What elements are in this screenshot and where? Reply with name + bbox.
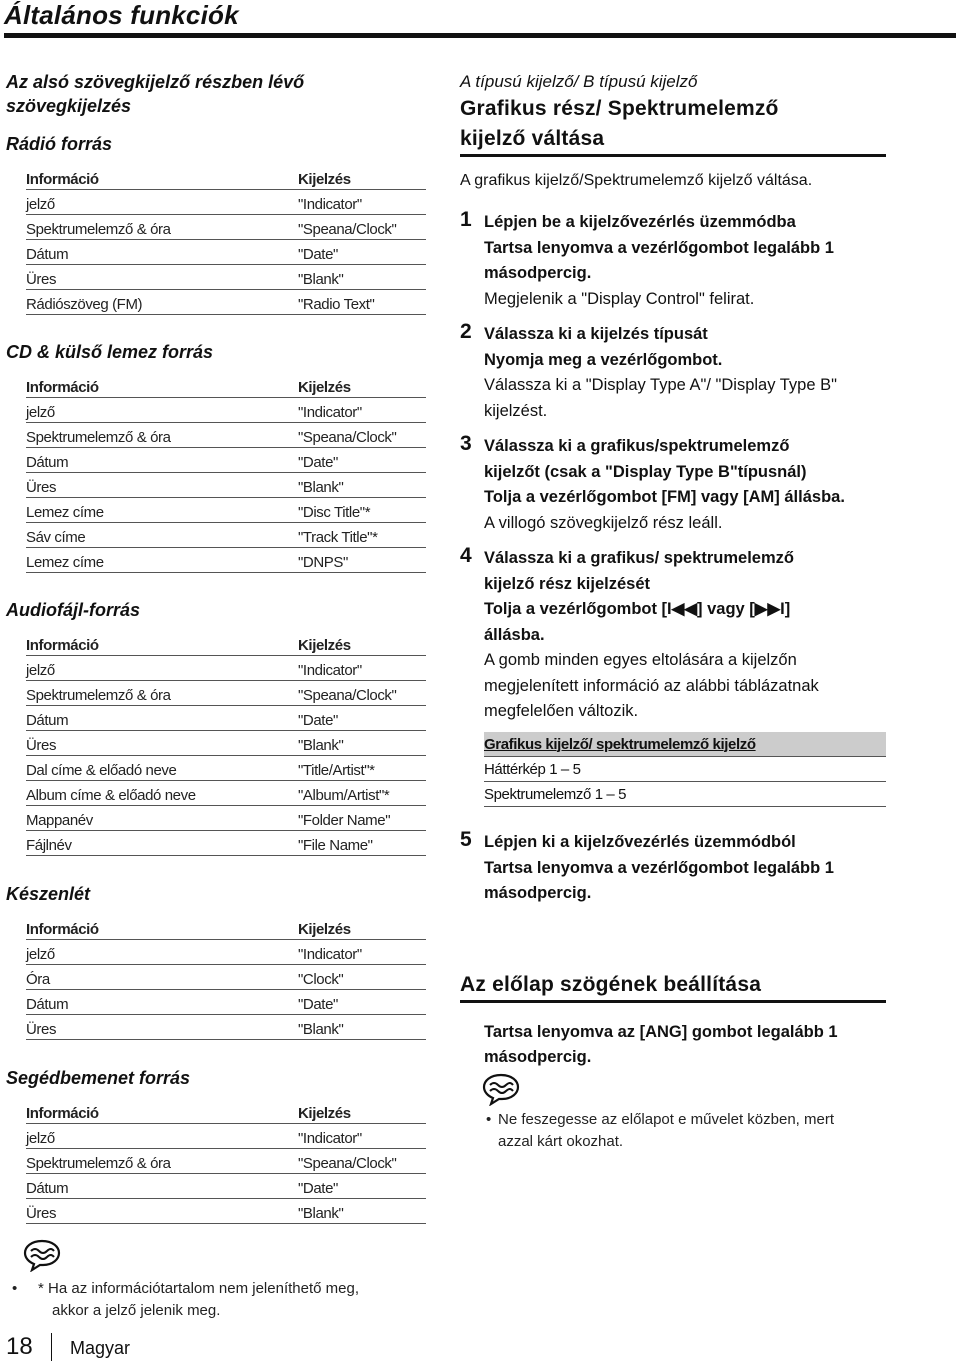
info-cell: jelző bbox=[26, 940, 298, 965]
table-row bbox=[26, 940, 426, 965]
table-row bbox=[26, 965, 426, 990]
info-cell: Üres bbox=[26, 265, 298, 290]
table-row bbox=[26, 240, 426, 265]
footer-divider bbox=[51, 1333, 52, 1361]
display-cell: "Date" bbox=[298, 448, 426, 473]
step-instruction-line: Lépjen be a kijelzővezérlés üzemmódba bbox=[484, 213, 796, 231]
info-cell: Dal címe & előadó neve bbox=[26, 756, 298, 781]
step-instruction-line: kijelzőt (csak a "Display Type B"típusnál) bbox=[484, 462, 807, 481]
column-header-display: Kijelzés bbox=[298, 915, 426, 940]
column-header-info: Információ bbox=[26, 915, 298, 940]
graph-table-header: Grafikus kijelző/ spektrumelemző kijelző bbox=[484, 732, 886, 757]
left-heading-line1: Az alsó szövegkijelző részben lévő bbox=[6, 72, 305, 92]
info-cell: Rádiószöveg (FM) bbox=[26, 290, 298, 315]
step-text bbox=[484, 322, 886, 424]
display-cell: "Album/Artist"* bbox=[298, 781, 426, 806]
step-instruction-line: kijelző rész kijelzését bbox=[484, 574, 651, 593]
step-result-line: megfelelően változik. bbox=[484, 702, 639, 720]
section-block bbox=[6, 598, 430, 856]
step-instruction-line: Válassza ki a kijelzés típusát bbox=[484, 325, 708, 343]
display-cell: "Disc Title"* bbox=[298, 498, 426, 523]
info-table bbox=[26, 165, 426, 315]
step-instruction-line: Tartsa lenyomva a vezérlőgombot legalább 1 bbox=[484, 858, 834, 877]
table-header-row bbox=[26, 915, 426, 940]
page-language: Magyar bbox=[70, 1338, 131, 1358]
table-row bbox=[26, 781, 426, 806]
page-number: 18 bbox=[6, 1333, 33, 1360]
step-result-line: Válassza ki a "Display Type A"/ "Display Type B" bbox=[484, 376, 837, 394]
info-cell: Sáv címe bbox=[26, 523, 298, 548]
step-text bbox=[484, 434, 886, 536]
column-header-display: Kijelzés bbox=[298, 165, 426, 190]
table-row bbox=[26, 523, 426, 548]
table-row bbox=[26, 1199, 426, 1224]
info-cell: jelző bbox=[26, 1124, 298, 1149]
table-row bbox=[26, 398, 426, 423]
right-subtitle: A típusú kijelző/ B típusú kijelző bbox=[460, 72, 698, 91]
right-intro: A grafikus kijelző/Spektrumelemző kijelző váltása. bbox=[460, 172, 813, 189]
display-cell: "Folder Name" bbox=[298, 806, 426, 831]
info-cell: jelző bbox=[26, 398, 298, 423]
angle-heading-rule bbox=[460, 1000, 886, 1003]
display-cell: "Date" bbox=[298, 990, 426, 1015]
table-row bbox=[26, 215, 426, 240]
step-number: 2 bbox=[460, 320, 472, 343]
info-table bbox=[26, 915, 426, 1040]
step-instruction-line: Válassza ki a grafikus/ spektrumelemző bbox=[484, 549, 794, 567]
step-instruction-line: Tolja a vezérlőgombot [I◀◀] vagy [▶▶I] bbox=[484, 600, 791, 618]
title-rule bbox=[4, 33, 956, 38]
display-cell: "Blank" bbox=[298, 265, 426, 290]
display-cell: "Date" bbox=[298, 240, 426, 265]
table-row bbox=[26, 731, 426, 756]
display-cell: "Clock" bbox=[298, 965, 426, 990]
table-row bbox=[26, 290, 426, 315]
step-instruction-line: másodpercig. bbox=[484, 884, 592, 902]
note-icon bbox=[22, 1238, 62, 1272]
section-block bbox=[6, 132, 430, 315]
right-heading-line1: Grafikus rész/ Spektrumelemző bbox=[460, 97, 779, 120]
info-cell: Album címe & előadó neve bbox=[26, 781, 298, 806]
display-cell: "Date" bbox=[298, 706, 426, 731]
step-number: 5 bbox=[460, 828, 472, 851]
info-cell: Dátum bbox=[26, 240, 298, 265]
display-cell: "Radio Text" bbox=[298, 290, 426, 315]
column-header-info: Információ bbox=[26, 373, 298, 398]
step-result-line: kijelzést. bbox=[484, 401, 548, 420]
step-instruction-line: Nyomja meg a vezérlőgombot. bbox=[484, 350, 723, 369]
step-instruction-line: állásba. bbox=[484, 625, 545, 644]
info-cell: Dátum bbox=[26, 448, 298, 473]
footnote-line1: * Ha az információtartalom nem jeleníthető meg, bbox=[38, 1280, 359, 1297]
display-cell: "Blank" bbox=[298, 473, 426, 498]
display-cell: "Indicator" bbox=[298, 940, 426, 965]
right-heading-rule bbox=[460, 154, 886, 157]
step-text bbox=[484, 546, 886, 725]
table-row bbox=[26, 190, 426, 215]
display-cell: "Indicator" bbox=[298, 1124, 426, 1149]
column-header-display: Kijelzés bbox=[298, 631, 426, 656]
graph-table-wrap bbox=[484, 732, 886, 807]
step-instruction-line: másodpercig. bbox=[484, 264, 592, 282]
step-text bbox=[484, 830, 886, 907]
info-cell: Spektrumelemző & óra bbox=[26, 681, 298, 706]
left-heading-line2: szövegkijelzés bbox=[6, 96, 132, 116]
info-cell: Spektrumelemző & óra bbox=[26, 1149, 298, 1174]
step-instruction-line: Tolja a vezérlőgombot [FM] vagy [AM] állásba. bbox=[484, 488, 845, 506]
table-row bbox=[26, 806, 426, 831]
display-cell: "File Name" bbox=[298, 831, 426, 856]
note-icon bbox=[481, 1072, 521, 1106]
step-instruction-line: Tartsa lenyomva a vezérlőgombot legalább 1 bbox=[484, 238, 834, 257]
display-cell: "Indicator" bbox=[298, 190, 426, 215]
info-cell: Dátum bbox=[26, 990, 298, 1015]
column-header-info: Információ bbox=[26, 631, 298, 656]
column-header-info: Információ bbox=[26, 165, 298, 190]
step-number: 3 bbox=[460, 432, 472, 455]
column-header-display: Kijelzés bbox=[298, 1099, 426, 1124]
right-heading-line2: kijelző váltása bbox=[460, 127, 605, 150]
angle-heading: Az előlap szögének beállítása bbox=[460, 973, 762, 996]
table-row bbox=[26, 448, 426, 473]
display-cell: "Blank" bbox=[298, 731, 426, 756]
info-cell: jelző bbox=[26, 190, 298, 215]
display-cell: "Blank" bbox=[298, 1199, 426, 1224]
section-title: CD & külső lemez forrás bbox=[6, 342, 214, 362]
table-header-row bbox=[26, 373, 426, 398]
info-cell: Dátum bbox=[26, 1174, 298, 1199]
display-cell: "Blank" bbox=[298, 1015, 426, 1040]
angle-note-line2: azzal kárt okozhat. bbox=[498, 1133, 624, 1150]
step-instruction-line: Lépjen ki a kijelzővezérlés üzemmódból bbox=[484, 833, 796, 851]
table-row bbox=[26, 473, 426, 498]
display-cell: "Speana/Clock" bbox=[298, 1149, 426, 1174]
step-number: 1 bbox=[460, 208, 472, 231]
display-cell: "DNPS" bbox=[298, 548, 426, 573]
step-result-line: A villogó szövegkijelző rész leáll. bbox=[484, 513, 723, 532]
table-row bbox=[26, 265, 426, 290]
table-row bbox=[26, 1174, 426, 1199]
section-block bbox=[6, 882, 430, 1040]
section-block bbox=[6, 340, 430, 573]
display-cell: "Speana/Clock" bbox=[298, 215, 426, 240]
column-header-display: Kijelzés bbox=[298, 373, 426, 398]
angle-note-line1: Ne feszegesse az előlapot e művelet közben, mert bbox=[498, 1111, 835, 1128]
section-block bbox=[6, 1066, 430, 1224]
info-cell: Fájlnév bbox=[26, 831, 298, 856]
table-row bbox=[26, 656, 426, 681]
info-cell: Spektrumelemző & óra bbox=[26, 215, 298, 240]
section-title: Audiofájl-forrás bbox=[6, 600, 141, 620]
section-title: Készenlét bbox=[6, 884, 91, 904]
info-table bbox=[26, 1099, 426, 1224]
step-instruction-line: Válassza ki a grafikus/spektrumelemző bbox=[484, 437, 790, 455]
table-row bbox=[26, 423, 426, 448]
step-result-line: megjelenített információ az alábbi táblázatnak bbox=[484, 676, 819, 695]
step-text bbox=[484, 210, 886, 312]
table-row bbox=[26, 681, 426, 706]
table-header-row bbox=[26, 165, 426, 190]
page-title: Általános funkciók bbox=[4, 0, 239, 30]
section-title: Rádió forrás bbox=[6, 134, 113, 154]
table-row bbox=[26, 498, 426, 523]
note-bullet-dot: • bbox=[12, 1280, 18, 1297]
note-bullet-dot: • bbox=[486, 1111, 492, 1128]
section-title: Segédbemenet forrás bbox=[6, 1068, 191, 1088]
step-result-line: A gomb minden egyes eltolására a kijelzőn bbox=[484, 651, 797, 669]
table-row bbox=[26, 706, 426, 731]
info-cell: Dátum bbox=[26, 706, 298, 731]
table-row bbox=[26, 548, 426, 573]
angle-instruction-line1: Tartsa lenyomva az [ANG] gombot legalább 1 bbox=[484, 1023, 838, 1041]
table-row bbox=[26, 1015, 426, 1040]
table-row bbox=[26, 990, 426, 1015]
table-row bbox=[26, 756, 426, 781]
display-cell: "Indicator" bbox=[298, 398, 426, 423]
info-cell: jelző bbox=[26, 656, 298, 681]
step-result-line: Megjelenik a "Display Control" felirat. bbox=[484, 289, 755, 308]
graph-table bbox=[484, 732, 886, 807]
display-cell: "Speana/Clock" bbox=[298, 681, 426, 706]
display-cell: "Track Title"* bbox=[298, 523, 426, 548]
display-cell: "Title/Artist"* bbox=[298, 756, 426, 781]
info-cell: Lemez címe bbox=[26, 548, 298, 573]
table-header-row bbox=[26, 1099, 426, 1124]
display-cell: "Date" bbox=[298, 1174, 426, 1199]
column-header-info: Információ bbox=[26, 1099, 298, 1124]
table-row bbox=[26, 1149, 426, 1174]
info-cell: Óra bbox=[26, 965, 298, 990]
table-header-row bbox=[26, 631, 426, 656]
info-cell: Mappanév bbox=[26, 806, 298, 831]
table-row bbox=[26, 831, 426, 856]
info-table bbox=[26, 631, 426, 856]
info-cell: Üres bbox=[26, 1199, 298, 1224]
info-cell: Lemez címe bbox=[26, 498, 298, 523]
info-cell: Üres bbox=[26, 731, 298, 756]
table-row bbox=[26, 1124, 426, 1149]
graph-table-row: Spektrumelemző 1 – 5 bbox=[484, 782, 886, 807]
step-number: 4 bbox=[460, 544, 472, 567]
info-cell: Spektrumelemző & óra bbox=[26, 423, 298, 448]
info-table bbox=[26, 373, 426, 573]
graph-table-row: Háttérkép 1 – 5 bbox=[484, 757, 886, 782]
angle-instruction-line2: másodpercig. bbox=[484, 1048, 592, 1066]
info-cell: Üres bbox=[26, 1015, 298, 1040]
display-cell: "Indicator" bbox=[298, 656, 426, 681]
footnote-line2: akkor a jelző jelenik meg. bbox=[52, 1302, 221, 1319]
display-cell: "Speana/Clock" bbox=[298, 423, 426, 448]
info-cell: Üres bbox=[26, 473, 298, 498]
